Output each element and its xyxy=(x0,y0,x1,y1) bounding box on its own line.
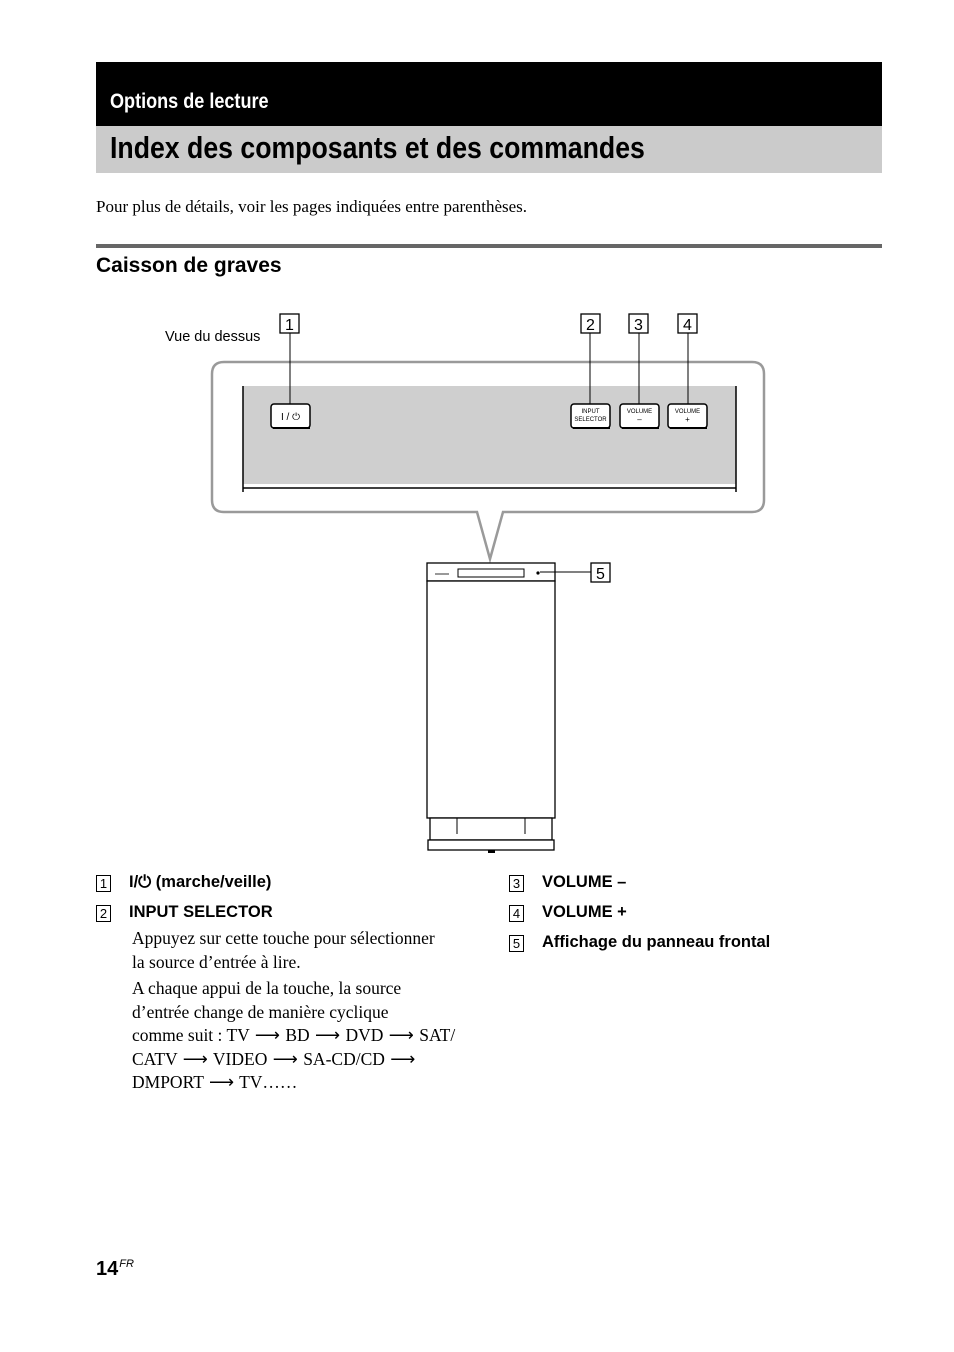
legend-item-2 xyxy=(96,903,273,922)
svg-text:5: 5 xyxy=(596,566,605,583)
arrow-icon: ⟶ xyxy=(315,1025,341,1046)
arrow-icon: ⟶ xyxy=(390,1048,416,1069)
legend-num: 5 xyxy=(509,935,524,952)
cycle-line-1: comme suit : TV ⟶ BD ⟶ DVD ⟶ SAT/ xyxy=(132,1024,492,1048)
input-selector-description-1: Appuyez sur cette touche pour sélectionner la source d’entrée à lire. xyxy=(132,928,435,972)
svg-text:2: 2 xyxy=(586,317,595,334)
svg-text:+: + xyxy=(685,415,690,424)
arrow-icon: ⟶ xyxy=(208,1072,235,1093)
view-label: Vue du dessus xyxy=(165,329,261,345)
arrow-icon: ⟶ xyxy=(388,1025,414,1046)
subwoofer-front xyxy=(427,563,555,853)
legend-num: 2 xyxy=(96,905,111,922)
legend-item-1 xyxy=(96,873,271,892)
legend-item-3 xyxy=(509,873,626,892)
cycle-line-3: DMPORT ⟶ TV…… xyxy=(132,1071,492,1095)
volume-plus-button xyxy=(668,404,707,428)
legend-item-4 xyxy=(509,903,627,922)
language-code: FR xyxy=(119,1258,134,1270)
input-selector-button xyxy=(571,404,610,428)
input-selector-description-2: A chaque appui de la touche, la source d’entrée change de manière cyclique comme suit : TV ⟶ BD ⟶ DVD ⟶ SAT/ CATV ⟶ VIDEO ⟶ SA-CD/CD ⟶ DMPORT ⟶ TV…… xyxy=(132,977,492,1095)
svg-text:4: 4 xyxy=(683,317,692,334)
svg-text:3: 3 xyxy=(634,317,643,334)
legend-item-5 xyxy=(509,933,770,952)
svg-text:VOLUME: VOLUME xyxy=(626,409,653,415)
power-button xyxy=(271,404,310,428)
top-panel xyxy=(243,386,736,484)
legend-label: I/⏻ (marche/veille) xyxy=(129,873,272,891)
arrow-icon: ⟶ xyxy=(272,1048,298,1069)
sub-heading: Caisson de graves xyxy=(96,254,282,277)
svg-text:SELECTOR: SELECTOR xyxy=(574,417,607,423)
svg-text:VOLUME: VOLUME xyxy=(674,409,701,415)
legend-label: VOLUME – xyxy=(542,873,627,891)
page-title: Index des composants et des commandes xyxy=(110,130,645,165)
intro-text: Pour plus de détails, voir les pages indiquées entre parenthèses. xyxy=(96,197,528,216)
svg-text:1: 1 xyxy=(285,317,294,334)
legend-label: Affichage du panneau frontal xyxy=(542,933,771,951)
legend-num: 1 xyxy=(96,875,111,892)
svg-text:INPUT: INPUT xyxy=(581,409,600,415)
arrow-icon: ⟶ xyxy=(254,1025,280,1046)
legend-num: 4 xyxy=(509,905,524,922)
page-number: $14^{FR}$ xyxy=(96,1258,134,1280)
legend-label: INPUT SELECTOR xyxy=(129,903,273,921)
cycle-line-2: CATV ⟶ VIDEO ⟶ SA-CD/CD ⟶ xyxy=(132,1048,492,1072)
section-label: Options de lecture xyxy=(110,90,269,113)
legend-label: VOLUME + xyxy=(542,903,627,921)
volume-minus-button xyxy=(620,404,659,428)
legend-num: 3 xyxy=(509,875,524,892)
svg-text:–: – xyxy=(637,415,642,424)
svg-text:I / ⏻: I / ⏻ xyxy=(280,412,301,423)
arrow-icon: ⟶ xyxy=(182,1048,208,1069)
